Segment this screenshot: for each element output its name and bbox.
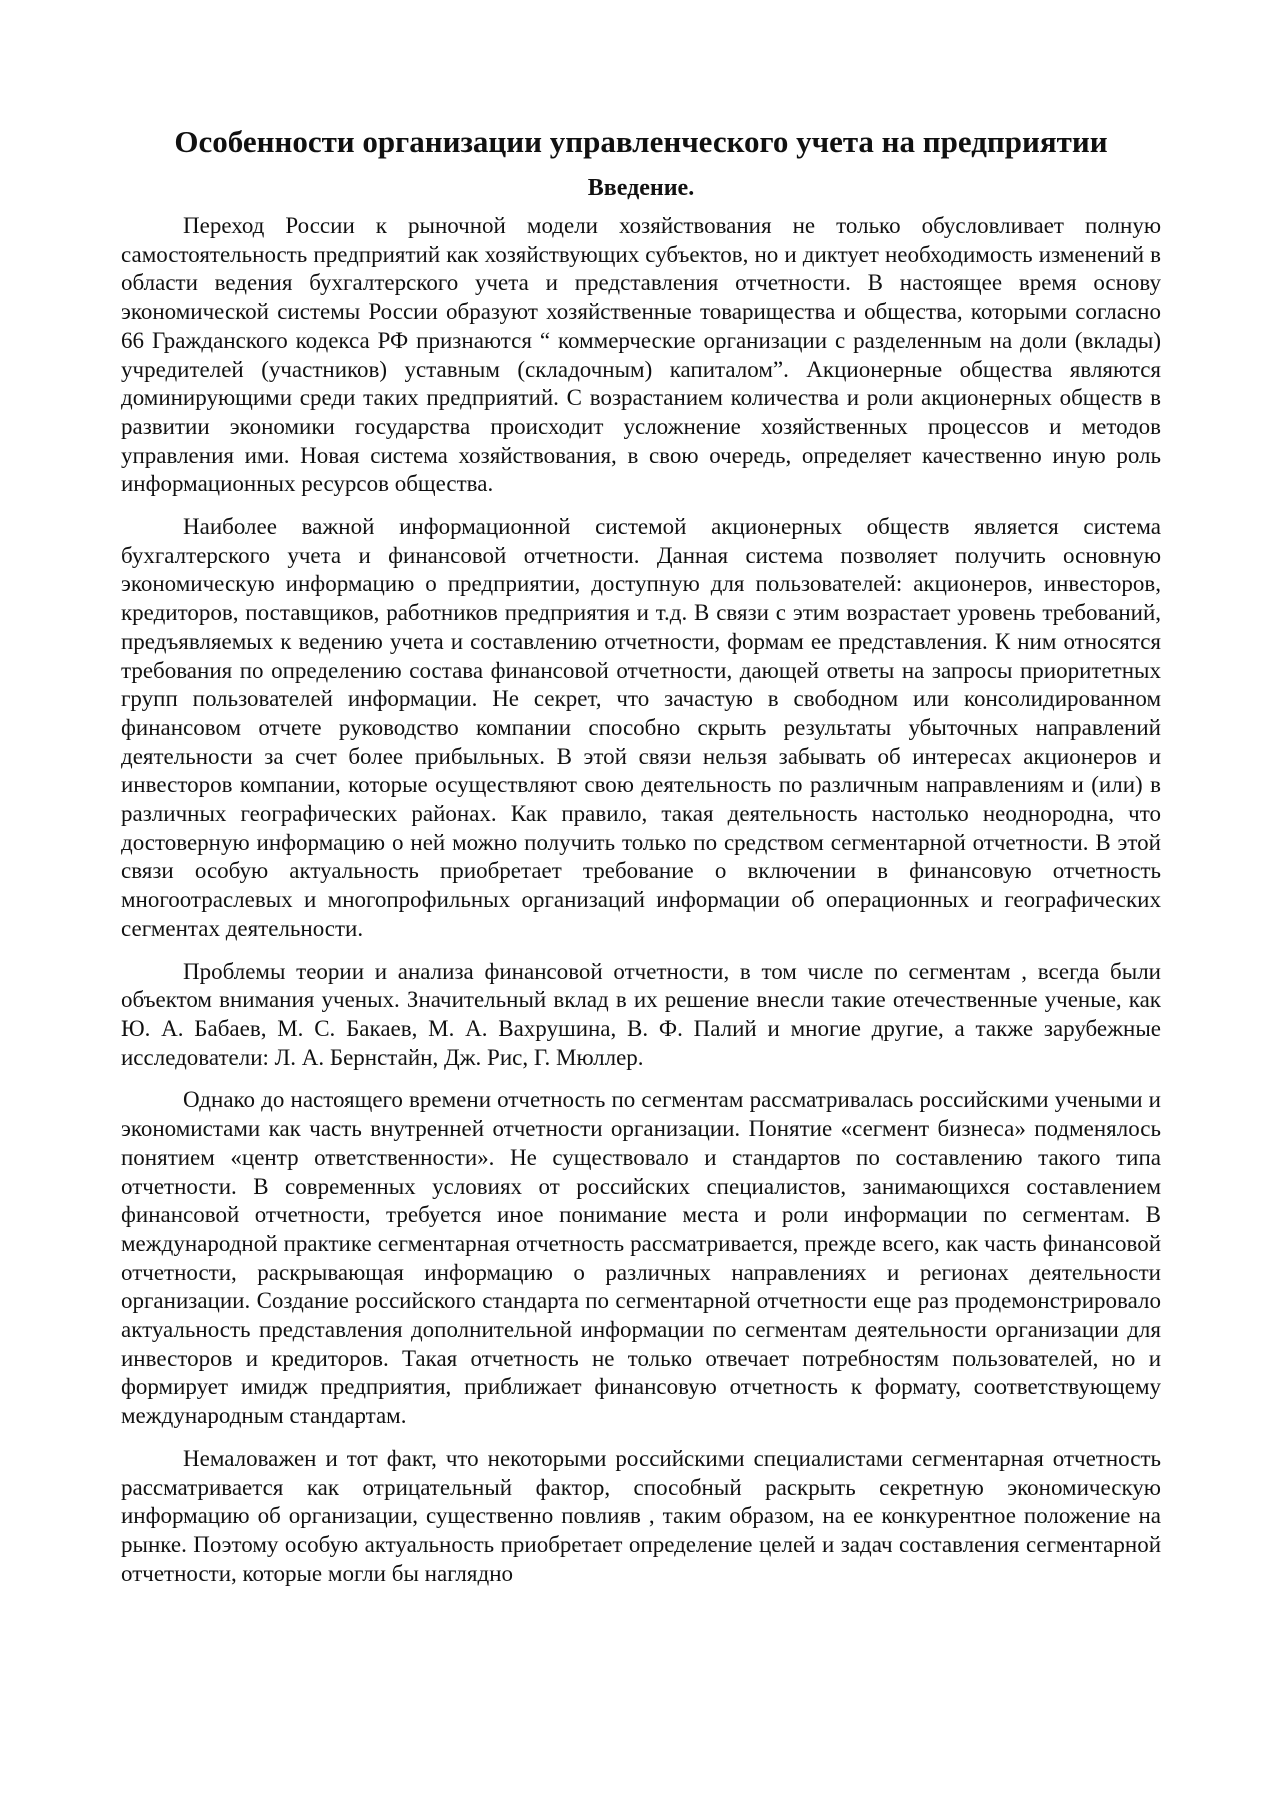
paragraph: Наиболее важной информационной системой акционерных обществ является система бухгалтерского учета и финансовой отчетности. Данная система позволяет получить основную экономическую информацию о предприятии, доступную для пользователей: акционеров, инвесторов, кредиторов, поставщиков, работников предприятия и т.д. В связи с этим возрастает уровень требований, предъявляемых к ведению учета и составлению отчетности, формам ее представления. К ним относятся требования по определению состава финансовой отчетности, дающей ответы на запросы приоритетных групп пользователей информации. Не секрет, что зачастую в свободном или консолидированном финансовом отчете руководство компании способно скрыть результаты убыточных направлений деятельности за счет более прибыльных. В этой связи нельзя забывать об интересах акционеров и инвесторов компании, которые осуществляют свою деятельность по различным направлениям и (или) в различных географических районах. Как правило, такая деятельность настолько неоднородна, что достоверную информацию о ней можно получить только по средством сегментарной отчетности. В этой связи особую актуальность приобретает требование о включении в финансовую отчетность многоотраслевых и многопрофильных организаций информации об операционных и географических сегментах деятельности. [121,514,1161,941]
page-content [121,118,1161,1602]
document-title: Особенности организации управленческого учета на предприятии [174,124,1108,159]
paragraph: Немаловажен и тот факт, что некоторыми российскими специалистами сегментарная отчетность рассматривается как отрицательный фактор, способный раскрыть секретную экономическую информацию об организации, существенно повлияв , таким образом, на ее конкурентное положение на рынке. Поэтому особую актуальность приобретает определение целей и задач составления сегментарной отчетности, которые могли бы наглядно [121,1445,1161,1586]
paragraph: Проблемы теории и анализа финансовой отчетности, в том числе по сегментам , всегда были объектом внимания ученых. Значительный вклад в их решение внесли такие отечественные ученые, как Ю. А. Бабаев, М. С. Бакаев, М. А. Вахрушина, В. Ф. Палий и многие другие, а также зарубежные исследователи: Л. А. Бернстайн, Дж. Рис, Г. Мюллер. [121,958,1161,1070]
paragraph: Однако до настоящего времени отчетность по сегментам рассматривалась российскими учеными и экономистами как часть внутренней отчетности организации. Понятие «сегмент бизнеса» подменялось понятием «центр ответственности». Не существовало и стандартов по составлению такого типа отчетности. В современных условиях от российских специалистов, занимающихся составлением финансовой отчетности, требуется иное понимание места и роли информации по сегментам. В международной практике сегментарная отчетность рассматривается, прежде всего, как часть финансовой отчетности, раскрывающая информацию о различных направлениях и регионах деятельности организации. Создание российского стандарта по сегментарной отчетности еще раз продемонстрировало актуальность представления дополнительной информации по сегментам деятельности организации для инвесторов и кредиторов. Такая отчетность не только отвечает потребностям пользователей, но и формирует имидж предприятия, приближает финансовую отчетность к формату, соответствующему международным стандартам. [121,1087,1161,1429]
paragraph: Переход России к рыночной модели хозяйствования не только обусловливает полную самостоятельность предприятий как хозяйствующих субъектов, но и диктует необходимость изменений в области ведения бухгалтерского учета и представления отчетности. В настоящее время основу экономической системы России образуют хозяйственные товарищества и общества, которыми согласно 66 Гражданского кодекса РФ признаются “ коммерческие организации с разделенным на доли (вклады) учредителей (участников) уставным (складочным) капиталом”. Акционерные общества являются доминирующими среди таких предприятий. С возрастанием количества и роли акционерных обществ в развитии экономики государства происходит усложнение хозяйственных процессов и методов управления ими. Новая система хозяйствования, в свою очередь, определяет качественно иную роль информационных ресурсов общества. [121,213,1161,497]
section-heading: Введение. [587,175,695,201]
